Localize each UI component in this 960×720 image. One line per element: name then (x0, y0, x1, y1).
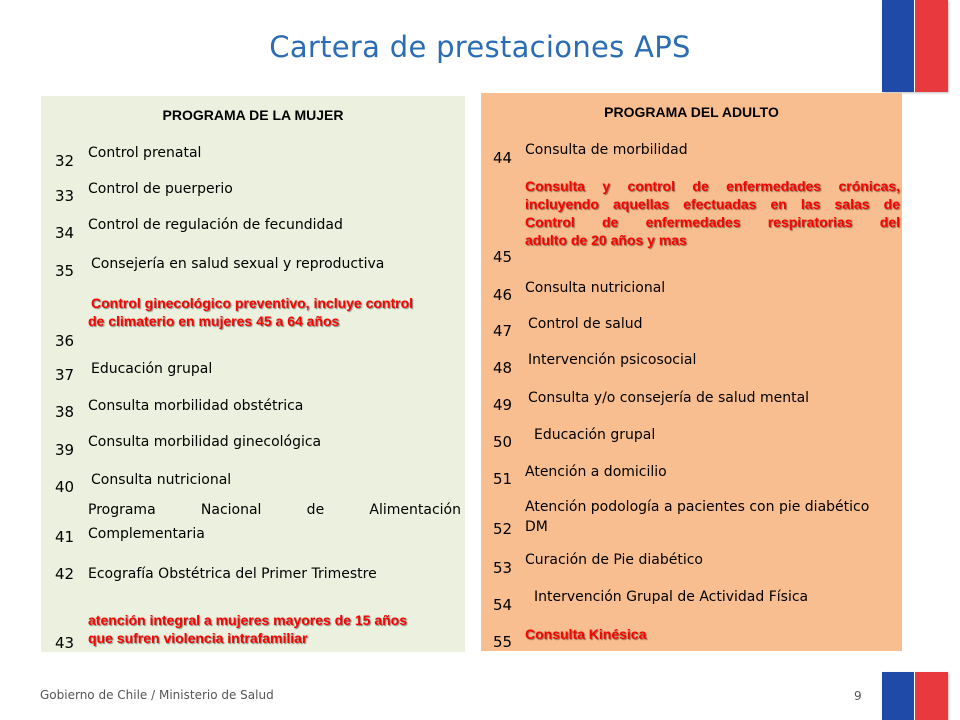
item-text-highlight: que sufren violencia intrafamiliar (88, 630, 308, 646)
item-number: 46 (493, 286, 513, 304)
item-text-highlight: Control ginecológico preventivo, incluye control (91, 295, 414, 311)
item-text: Educación grupal (534, 427, 656, 443)
item-text: Ecografía Obstétrica del Primer Trimestre (88, 566, 377, 582)
item-number: 52 (493, 520, 513, 538)
panel-heading: PROGRAMA DEL ADULTO (604, 104, 779, 120)
item-number: 48 (493, 359, 513, 377)
programa-mujer-panel (41, 96, 465, 652)
item-text: Control prenatal (88, 145, 202, 161)
item-text: Consulta morbilidad ginecológica (88, 434, 322, 450)
item-number: 55 (493, 633, 513, 651)
item-text: Intervención psicosocial (528, 352, 697, 368)
item-number: 54 (493, 596, 513, 614)
item-text: Educación grupal (91, 361, 213, 377)
item-number: 36 (55, 332, 75, 350)
flag-logo-bottom (882, 672, 948, 720)
item-text: Atención podología a pacientes con pie diabético (525, 499, 870, 515)
item-number: 38 (55, 403, 75, 421)
item-number: 50 (493, 433, 513, 451)
programa-adulto-panel (481, 93, 902, 651)
item-number: 45 (493, 248, 513, 266)
item-number: 43 (55, 634, 75, 652)
item-text: Intervención Grupal de Actividad Física (534, 589, 809, 605)
item-text-highlight: adulto de 20 años y mas (525, 232, 687, 248)
item-number: 47 (493, 322, 513, 340)
item-text: DM (525, 519, 548, 535)
item-text: Consulta de morbilidad (525, 142, 688, 158)
item-text: Control de puerperio (88, 181, 233, 197)
item-number: 35 (55, 262, 75, 280)
item-text-highlight: Control de enfermedades respiratorias del (525, 214, 900, 230)
item-number: 42 (55, 565, 75, 583)
footer-text: Gobierno de Chile / Ministerio de Salud (40, 688, 274, 702)
item-number: 33 (55, 187, 75, 205)
item-number: 49 (493, 396, 513, 414)
item-text: Consulta morbilidad obstétrica (88, 398, 304, 414)
item-text: Consulta nutricional (91, 472, 232, 488)
item-text: Programa Nacional de Alimentación (88, 502, 461, 518)
item-number: 40 (55, 478, 75, 496)
page-number: 9 (854, 689, 862, 703)
item-text-highlight: Consulta y control de enfermedades crónicas, (525, 178, 900, 194)
item-text: Consulta y/o consejería de salud mental (528, 390, 810, 406)
item-number: 39 (55, 441, 75, 459)
item-text: Curación de Pie diabético (525, 552, 703, 568)
item-number: 51 (493, 470, 513, 488)
item-text-highlight: incluyendo aquellas efectuadas en las salas de (525, 196, 900, 212)
slide-title: Cartera de prestaciones APS (269, 30, 691, 64)
item-text-highlight: de climaterio en mujeres 45 a 64 años (88, 313, 340, 329)
item-number: 53 (493, 559, 513, 577)
item-text-highlight: Consulta Kinésica (525, 626, 647, 642)
item-number: 41 (55, 528, 75, 546)
item-number: 44 (493, 149, 513, 167)
item-text: Atención a domicilio (525, 464, 667, 480)
item-text: Consulta nutricional (525, 280, 666, 296)
item-number: 32 (55, 152, 75, 170)
flag-logo-top (882, 0, 948, 92)
item-number: 37 (55, 366, 75, 384)
item-text: Complementaria (88, 526, 205, 542)
item-text: Control de regulación de fecundidad (88, 217, 343, 233)
item-text-highlight: atención integral a mujeres mayores de 15 años (88, 612, 408, 628)
item-text: Control de salud (528, 316, 643, 332)
item-text: Consejería en salud sexual y reproductiva (91, 256, 385, 272)
panel-heading: PROGRAMA DE LA MUJER (162, 107, 344, 123)
item-number: 34 (55, 224, 75, 242)
